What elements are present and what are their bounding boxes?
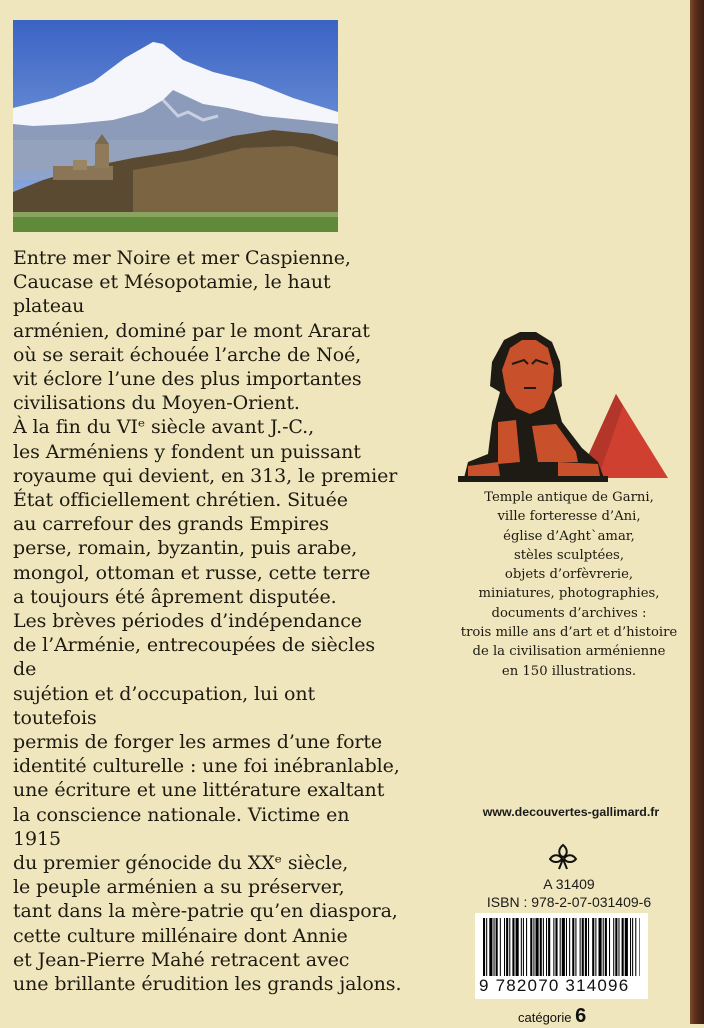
barcode-digits: 9 782070 314096 (479, 976, 630, 995)
illustration-caption: Temple antique de Garni, ville forteresse d’Ani, église d’Aght`amar, stèles sculptées, objets d’orfèvrerie, miniatures, photographies, documents d’archives : trois mille ans d’art et d’histoire de la civilisation arménienne en 150 illustrations. (460, 490, 678, 679)
publisher-website[interactable]: www.decouvertes-gallimard.fr (482, 805, 660, 819)
back-cover-blurb: Entre mer Noire et mer Caspienne, Caucase et Mésopotamie, le haut plateau arménien, dominé par le mont Ararat où se serait échouée l’arche de Noé, vit éclore l’une des plus importantes civilisations du Moyen-Orient. À la fin du VIᵉ siècle avant J.-C., les Arméniens y fondent un puissant royaume qui devient, en 313, le premier État officiellement chrétien. Située au carrefour des grands Empires perse, romain, byzantin, puis arabe, mongol, ottoman et russe, cette terre a toujours été âprement disputée. Les brèves périodes d’indépendance de l’Arménie, entrecoupées de siècles de sujétion et d’occupation, lui ont toutefois permis de forger les armes d’une forte identité culturelle : une foi inébranlable, une écriture et une littérature exaltant la conscience nationale. Victime en 1915 du premier génocide du XXᵉ siècle, le peuple arménien a su préserver, tant dans la mère-patrie qu’en diaspora, cette culture millénaire dont Annie et Jean-Pierre Mahé retracent avec une brillante érudition les grands jalons. (13, 247, 402, 996)
category-number: 6 (575, 1005, 587, 1027)
category-label (518, 1005, 618, 1028)
category-text: catégorie (518, 1010, 572, 1025)
gallimard-logo (547, 843, 579, 871)
barcode-bars (483, 918, 640, 976)
isbn: ISBN : 978-2-07-031409-6 (486, 894, 652, 910)
spine-edge (690, 0, 704, 1024)
product-code: A 31409 (543, 876, 595, 892)
ararat-photo (13, 20, 338, 232)
sphinx-pyramid-illustration (458, 330, 670, 482)
barcode (475, 913, 648, 999)
